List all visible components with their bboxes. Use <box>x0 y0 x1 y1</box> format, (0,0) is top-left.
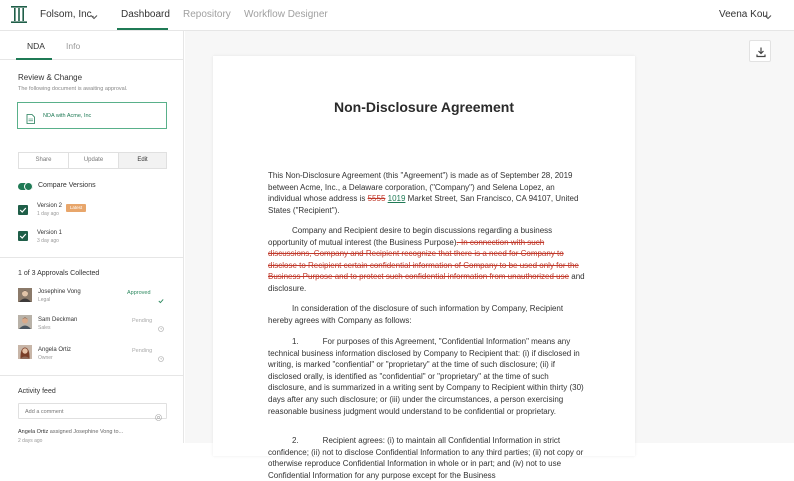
document-icon <box>26 111 35 121</box>
mode-edit-button[interactable]: Edit <box>119 153 166 168</box>
document-page <box>213 56 635 480</box>
mode-update-button[interactable]: Update <box>83 157 104 163</box>
latest-badge: Latest <box>66 204 86 212</box>
active-tab-indicator <box>16 58 52 60</box>
activity-item <box>18 429 123 435</box>
version-2-checkbox[interactable] <box>18 205 28 215</box>
compare-versions-toggle[interactable] <box>18 183 33 190</box>
approver-name: Josephine Vong <box>38 289 81 295</box>
toggle-knob <box>24 182 33 191</box>
nav-tab-repository[interactable]: Repository <box>183 9 231 20</box>
clause-number: 2. <box>292 436 299 445</box>
clock-icon <box>158 319 164 325</box>
avatar <box>18 345 32 359</box>
compare-versions-label: Compare Versions <box>38 182 96 189</box>
approvals-title: 1 of 3 Approvals Collected <box>18 270 100 277</box>
activity-actor: Angela Ortiz <box>18 429 49 435</box>
avatar <box>18 288 32 302</box>
paragraph-text: Market Street, San Francisco, CA 94107, United States ("Recipient"). <box>268 194 579 215</box>
approver-role: Owner <box>38 355 53 361</box>
user-menu[interactable]: Veena Kou <box>719 9 768 20</box>
approval-status: Pending <box>132 318 153 324</box>
avatar <box>18 315 32 329</box>
document-paragraph <box>268 170 588 216</box>
check-icon <box>158 291 164 297</box>
document-paragraph <box>268 225 588 295</box>
approver-role: Legal <box>38 297 51 303</box>
document-paragraph <box>268 435 588 481</box>
active-nav-indicator <box>117 28 168 30</box>
paragraph-text: For purposes of this Agreement, "Confidential Information" means any technical business information disclosed by Company to Recipient that: (i) if disclosed in writing, is marked "confiential" or "proprietary" at the time of such disclosure; (ii) if disclosed orally, is identified as "confidential" or "proprietary" at the time of such disclosure, and is summarized in a writing sent by Company to Recipient within thirty (30) days after any such disclosure; or (iii) under the circumstances, a person exercising reasonable business judgment would understand to be confidential or proprietary. <box>268 337 584 416</box>
approval-status: Approved <box>127 290 151 296</box>
checkbox-checked-icon <box>19 206 27 214</box>
comment-input[interactable] <box>25 407 145 417</box>
activity-feed-title: Activity feed <box>18 388 56 395</box>
document-paragraph <box>268 336 588 417</box>
deleted-text: 5555 <box>367 194 386 204</box>
review-section-subtitle: The following document is awaiting approval. <box>18 86 128 92</box>
version-name: Version 1 <box>37 230 63 236</box>
download-button[interactable] <box>749 40 771 62</box>
at-icon[interactable] <box>155 408 162 415</box>
version-age: 1 day ago <box>37 211 59 217</box>
paragraph-text: In consideration of the disclosure of such information by Company, Recipient hereby agrees with Company as follows: <box>268 304 564 325</box>
logo-icon[interactable] <box>11 6 27 23</box>
activity-text: assigned Josephine Vong to... <box>48 429 124 435</box>
clock-icon <box>158 349 164 355</box>
approver-role: Sales <box>38 325 51 331</box>
chevron-down-icon[interactable] <box>89 9 99 19</box>
paragraph-text: This Non-Disclosure Agreement (this "Agreement") is made as of September 28, 2019 between Acme, Inc., a Delaware corporation, ("Company") and Selena Lopez, an individual whose address is <box>268 171 573 204</box>
paragraph-text: Company and Recipient desire to begin discussions regarding a business opportunity of mutual interest (the Business Purpose) <box>268 226 553 247</box>
comment-input-box[interactable] <box>18 403 167 419</box>
organization-name[interactable]: Folsom, Inc. <box>40 9 95 20</box>
activity-time: 2 days ago <box>18 438 43 444</box>
download-icon <box>755 46 767 58</box>
version-name: Version 2 <box>37 203 63 209</box>
paragraph-text: and disclosure. <box>268 272 585 293</box>
inserted-text: 1019 <box>387 194 406 204</box>
nav-tab-dashboard[interactable]: Dashboard <box>121 9 170 20</box>
top-navigation-bar <box>0 0 794 31</box>
version-age: 3 day ago <box>37 238 59 244</box>
clause-number: 1. <box>292 337 299 346</box>
chevron-down-icon[interactable] <box>763 9 773 19</box>
document-title: Non-Disclosure Agreement <box>334 99 514 115</box>
document-viewer <box>185 31 794 480</box>
sidebar-tabs <box>0 31 184 60</box>
approval-status: Pending <box>132 348 153 354</box>
checkbox-checked-icon <box>19 232 27 240</box>
nav-tab-workflow-designer[interactable]: Workflow Designer <box>244 9 328 20</box>
tab-info[interactable]: Info <box>66 41 81 51</box>
section-divider <box>0 257 184 258</box>
sidebar <box>0 31 184 443</box>
mode-share-button[interactable]: Share <box>35 157 52 163</box>
mode-segmented-control <box>18 152 167 169</box>
paragraph-text: Recipient agrees: (i) to maintain all Confidential Information in strict confidence; (ii) not to disclose Confidential Information to any third parties; (ii) not copy or otherwise reproduce Confidential Information in whole or in part; and (iv) not to use Confidential Information for any purpose except for the Business <box>268 436 584 480</box>
tab-nda[interactable]: NDA <box>27 41 45 51</box>
document-paragraph <box>268 303 588 326</box>
approver-name: Sam Deckman <box>38 317 78 323</box>
section-divider <box>0 375 184 376</box>
version-1-checkbox[interactable] <box>18 231 28 241</box>
approver-name: Angela Ortiz <box>38 347 72 353</box>
deleted-text: . In connection with such discussions, Company and Recipient recognize that there is a need for Company to disclose to Recipient certain confidential information of Company to be used only for the Business Purpose and to protect such confidential information from unauthorized use <box>268 237 579 282</box>
document-name: NDA with Acme, Inc <box>43 113 92 119</box>
document-card[interactable] <box>17 102 167 129</box>
review-section-title: Review & Change <box>18 73 83 82</box>
